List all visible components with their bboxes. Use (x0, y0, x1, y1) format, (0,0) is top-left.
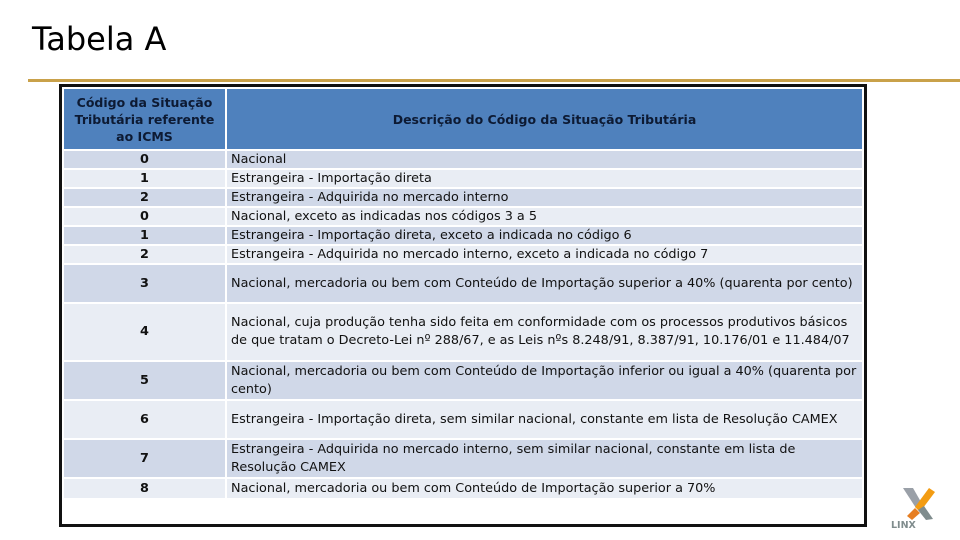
cst-code-cell: 8 (63, 478, 226, 499)
cst-description-cell: Nacional, cuja produção tenha sido feita em conformidade com os processos produtivos básicos de que tratam o Decreto-Lei nº 288/67, e as Leis nºs 8.248/91, 8.387/91, 10.176/01 e 11.484/07 (226, 303, 863, 361)
table-row (63, 188, 863, 207)
cst-code-cell: 1 (63, 169, 226, 188)
cst-description-cell: Estrangeira - Adquirida no mercado interno, exceto a indicada no código 7 (226, 245, 863, 264)
table-row (63, 361, 863, 400)
table-row (63, 226, 863, 245)
page-title: Tabela A (32, 20, 167, 58)
cst-description-cell: Nacional, mercadoria ou bem com Conteúdo de Importação inferior ou igual a 40% (quarenta por cento) (226, 361, 863, 400)
table-header-row (63, 88, 863, 150)
table-row (63, 207, 863, 226)
cst-code-cell: 3 (63, 264, 226, 303)
linx-logo (888, 486, 944, 530)
cst-description-cell: Estrangeira - Importação direta (226, 169, 863, 188)
table-row (63, 169, 863, 188)
cst-description-cell: Nacional, exceto as indicadas nos códigos 3 a 5 (226, 207, 863, 226)
title-divider (28, 79, 960, 82)
table-row (63, 478, 863, 499)
cst-table (62, 87, 864, 500)
table-row (63, 303, 863, 361)
cst-code-cell: 7 (63, 439, 226, 478)
cst-code-cell: 2 (63, 188, 226, 207)
cst-code-cell: 0 (63, 150, 226, 169)
cst-code-cell: 0 (63, 207, 226, 226)
cst-description-cell: Nacional, mercadoria ou bem com Conteúdo de Importação superior a 70% (226, 478, 863, 499)
cst-code-cell: 1 (63, 226, 226, 245)
linx-logo-icon (888, 486, 944, 530)
cst-code-cell: 6 (63, 400, 226, 439)
cst-code-cell: 4 (63, 303, 226, 361)
cst-code-cell: 2 (63, 245, 226, 264)
table-row (63, 150, 863, 169)
logo-text: LINX (891, 520, 916, 530)
column-header-description: Descrição do Código da Situação Tributária (226, 88, 863, 150)
table-row (63, 264, 863, 303)
cst-description-cell: Estrangeira - Adquirida no mercado interno (226, 188, 863, 207)
cst-description-cell: Nacional (226, 150, 863, 169)
cst-description-cell: Estrangeira - Importação direta, sem similar nacional, constante em lista de Resolução CAMEX (226, 400, 863, 439)
cst-table-frame (59, 84, 867, 527)
cst-code-cell: 5 (63, 361, 226, 400)
table-row (63, 400, 863, 439)
cst-description-cell: Estrangeira - Adquirida no mercado interno, sem similar nacional, constante em lista de Resolução CAMEX (226, 439, 863, 478)
cst-description-cell: Estrangeira - Importação direta, exceto a indicada no código 6 (226, 226, 863, 245)
table-row (63, 245, 863, 264)
column-header-code: Código da Situação Tributária referente ao ICMS (63, 88, 226, 150)
cst-description-cell: Nacional, mercadoria ou bem com Conteúdo de Importação superior a 40% (quarenta por cento) (226, 264, 863, 303)
table-row (63, 439, 863, 478)
